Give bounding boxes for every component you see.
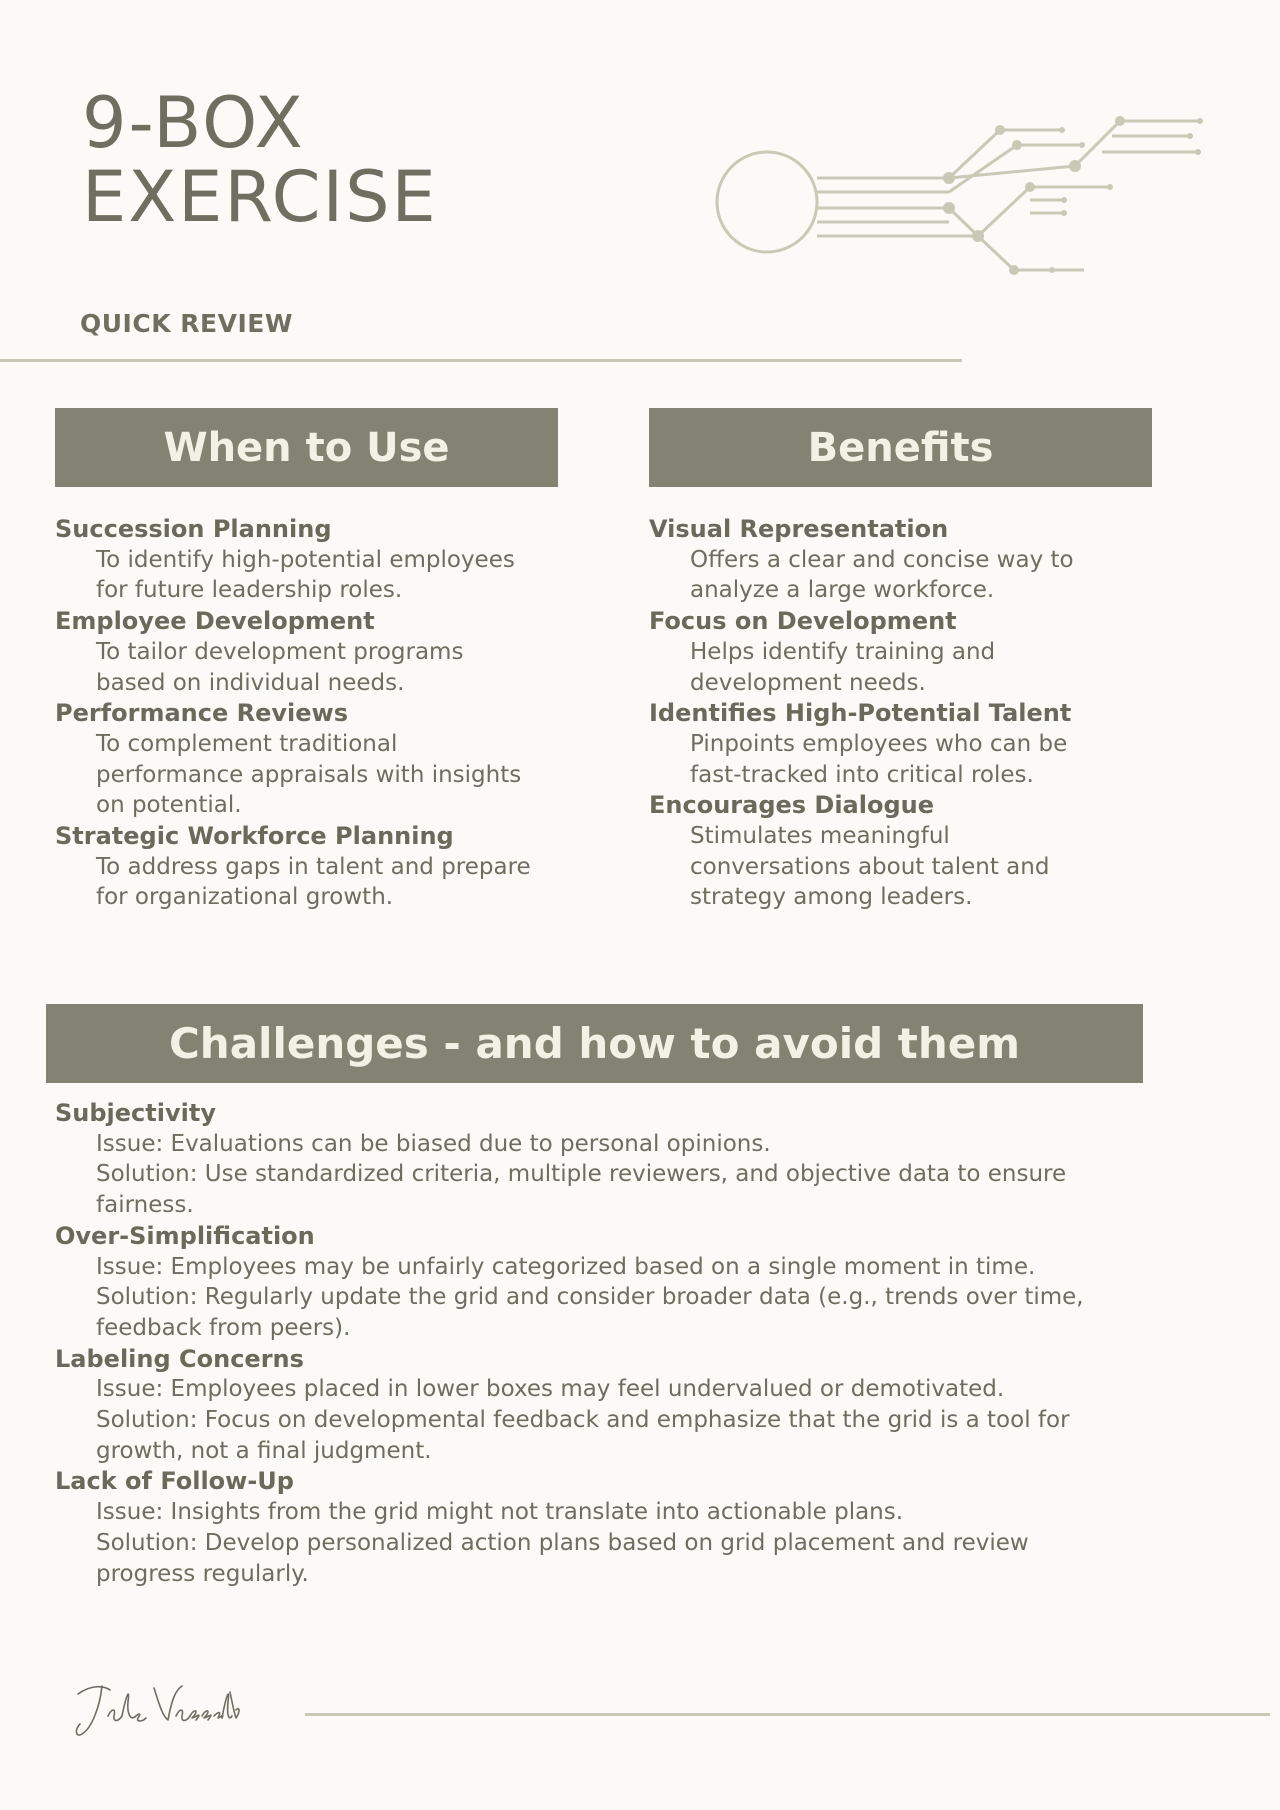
text-line: Offers a clear and concise way to	[690, 546, 1074, 573]
text-line: for future leadership roles.	[96, 577, 403, 604]
text-line: feedback from peers).	[96, 1314, 351, 1341]
text-line: performance appraisals with insights	[96, 761, 522, 788]
section-subtitle: QUICK REVIEW	[80, 309, 293, 338]
text-line: Stimulates meaningful	[690, 823, 950, 850]
list-item	[649, 514, 1189, 606]
list-item	[55, 514, 595, 606]
title-line-2: EXERCISE	[82, 156, 438, 238]
list-item	[55, 606, 595, 698]
list-item	[55, 1098, 1245, 1221]
list-item	[55, 698, 595, 821]
item-title: Over-Simplification	[55, 1221, 315, 1250]
title-line-1: 9-BOX	[82, 82, 305, 164]
item-title: Lack of Follow-Up	[55, 1467, 294, 1496]
challenges-list	[55, 1098, 1245, 1589]
item-description	[649, 729, 1189, 790]
text-line: fairness.	[96, 1192, 194, 1219]
text-line: Issue: Evaluations can be biased due to personal opinions.	[96, 1130, 771, 1157]
divider-bottom	[305, 1713, 1270, 1716]
item-description	[55, 1252, 1245, 1344]
item-title: Focus on Development	[649, 607, 957, 636]
divider-top	[0, 359, 962, 362]
text-line: conversations about talent and	[690, 853, 1050, 880]
item-title: Employee Development	[55, 607, 375, 636]
text-line: on potential.	[96, 792, 242, 819]
list-item	[55, 821, 595, 913]
text-line: Solution: Develop personalized action plans based on grid placement and review	[96, 1529, 1029, 1556]
when-to-use-header: When to Use	[55, 408, 558, 487]
circuit-graphic	[712, 108, 1232, 288]
list-item	[649, 606, 1189, 698]
text-line: Solution: Use standardized criteria, multiple reviewers, and objective data to ensure	[96, 1161, 1067, 1188]
text-line: To complement traditional	[96, 730, 398, 757]
item-description	[55, 1129, 1245, 1221]
text-line: strategy among leaders.	[690, 884, 973, 911]
item-title: Succession Planning	[55, 515, 332, 543]
text-line: Issue: Employees may be unfairly categorized based on a single moment in time.	[96, 1253, 1036, 1280]
text-line: for organizational growth.	[96, 884, 394, 911]
text-line: Issue: Insights from the grid might not translate into actionable plans.	[96, 1499, 904, 1526]
when-to-use-list	[55, 514, 595, 913]
text-line: Issue: Employees placed in lower boxes may feel undervalued or demotivated.	[96, 1376, 1005, 1403]
benefits-header: Benefits	[649, 408, 1152, 487]
item-description	[55, 1497, 1245, 1589]
text-line: fast-tracked into critical roles.	[690, 761, 1034, 788]
item-title: Identifies High-Potential Talent	[649, 699, 1072, 728]
text-line: To address gaps in talent and prepare	[96, 853, 531, 880]
list-item	[649, 698, 1189, 790]
item-description	[55, 852, 595, 913]
text-line: development needs.	[690, 669, 926, 696]
item-title: Labeling Concerns	[55, 1344, 304, 1373]
list-item	[55, 1221, 1245, 1344]
list-item	[55, 1344, 1245, 1467]
text-line: Solution: Focus on developmental feedback and emphasize that the grid is a tool for	[96, 1407, 1070, 1434]
item-description	[649, 821, 1189, 913]
item-description	[55, 545, 595, 606]
text-line: progress regularly.	[96, 1560, 309, 1587]
item-title: Visual Representation	[649, 515, 949, 543]
item-description	[649, 545, 1189, 606]
item-title: Performance Reviews	[55, 699, 348, 728]
benefits-list	[649, 514, 1189, 913]
text-line: Pinpoints employees who can be	[690, 730, 1068, 757]
item-description	[55, 729, 595, 821]
list-item	[55, 1466, 1245, 1589]
item-description	[55, 1374, 1245, 1466]
page-title	[82, 82, 438, 238]
text-line: To identify high-potential employees	[96, 546, 515, 573]
text-line: Helps identify training and	[690, 638, 996, 665]
text-line: analyze a large workforce.	[690, 577, 995, 604]
text-line: To tailor development programs	[96, 638, 464, 665]
text-line: based on individual needs.	[96, 669, 405, 696]
challenges-header: Challenges - and how to avoid them	[46, 1004, 1143, 1083]
item-title: Strategic Workforce Planning	[55, 822, 454, 851]
item-description	[649, 637, 1189, 698]
text-line: growth, not a final judgment.	[96, 1437, 432, 1464]
text-line: Solution: Regularly update the grid and consider broader data (e.g., trends over time,	[96, 1284, 1084, 1311]
signature	[72, 1672, 242, 1752]
item-title: Subjectivity	[55, 1099, 216, 1127]
item-title: Encourages Dialogue	[649, 791, 935, 820]
item-description	[55, 637, 595, 698]
list-item	[649, 790, 1189, 913]
